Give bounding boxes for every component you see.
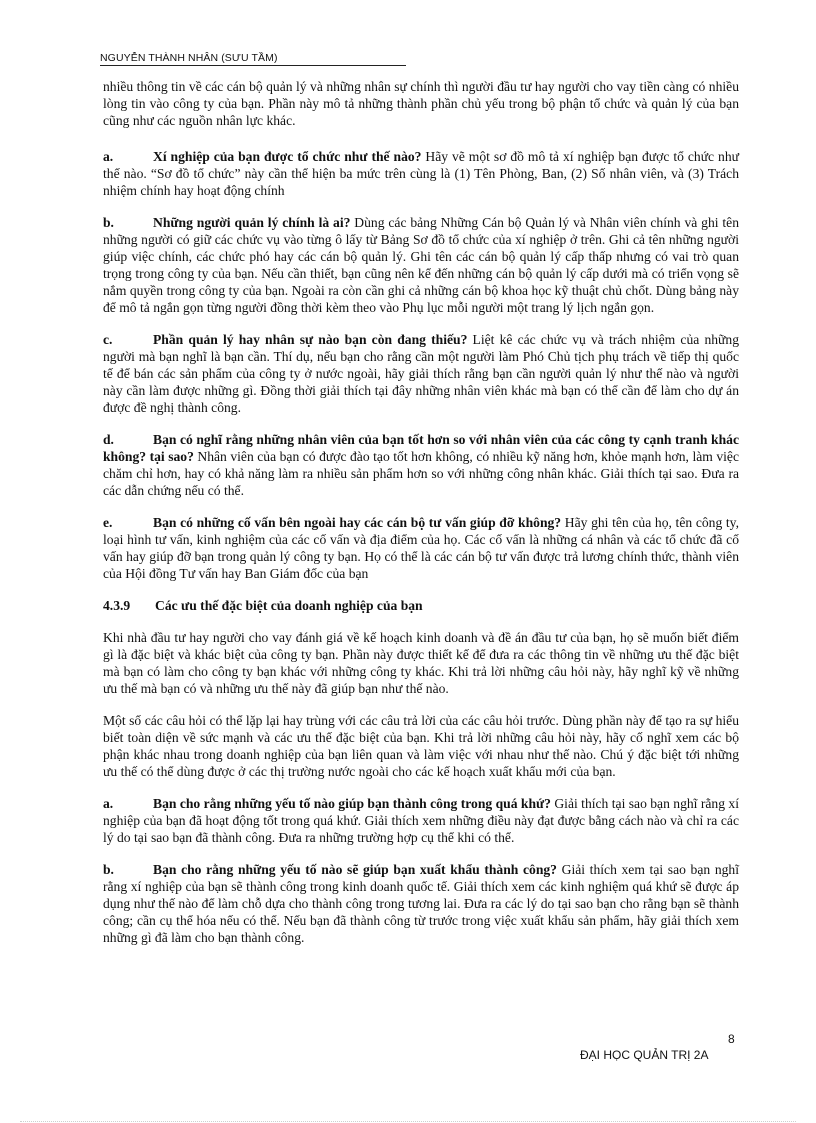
page-header: NGUYỄN THÀNH NHÂN (SƯU TẦM) [100, 52, 406, 66]
item-label: e. [103, 515, 113, 530]
item-question: Những người quản lý chính là ai? [153, 215, 351, 230]
item-text: Nhân viên của bạn có được đào tạo tốt hơn không, có nhiều kỹ năng hơn, khỏe mạnh hơn, làm việc chăm chỉ hơn, hay có khả năng làm ra nhiều sản phẩm hơn so với những công nhân khác. Giải thích tại sao. Đưa ra các dẫn chứng nếu có thể. [103, 449, 739, 498]
body-paragraph: Khi nhà đầu tư hay người cho vay đánh giá về kế hoạch kinh doanh và đề án đầu tư của bạn, họ sẽ muốn biết điểm gì là đặc biệt và khác biệt của công ty bạn. Phần này được thiết kế để đưa ra các thông tin về những ưu thế đặc biệt mà bạn có làm cho công ty bạn khác với những công ty khác. Khi trả lời những câu hỏi này, hãy nghĩ kỹ về những ưu thế mà bạn có và những ưu thế này đã giúp bạn như thế nào. [103, 630, 739, 696]
item-question: Xí nghiệp của bạn được tổ chức như thế nào? [153, 149, 422, 164]
item-question: Bạn cho rằng những yếu tố nào sẽ giúp bạn xuất khẩu thành công? [153, 862, 557, 877]
list-item [103, 431, 739, 499]
item-question: Bạn có những cố vấn bên ngoài hay các cán bộ tư vấn giúp đỡ không? [153, 515, 562, 530]
item-question: Phần quản lý hay nhân sự nào bạn còn đang thiếu? [153, 332, 468, 347]
item-question: Bạn có nghĩ rằng những nhân viên của bạn tốt hơn so với nhân viên của các công ty cạnh tranh khác không? tại sao? [103, 432, 739, 464]
list-item [103, 514, 739, 582]
document-body [103, 78, 739, 961]
section-heading [103, 597, 739, 614]
item-question: Bạn cho rằng những yếu tố nào giúp bạn thành công trong quá khứ? [153, 796, 551, 811]
item-label: b. [103, 215, 114, 230]
item-text: Giải thích xem tại sao bạn nghĩ rằng xí nghiệp của bạn sẽ thành công trong kinh doanh quốc tế. Giải thích xem các kinh nghiệm quá khứ sẽ được áp dụng như thế nào để làm chỗ dựa cho thành công trong tương lai. Đưa ra các lý do tại sao bạn cho rằng bạn sẽ thành công; cần cụ thể hóa nếu có thể. Nếu bạn đã thành công từ trước trong việc xuất khẩu sản phẩm, hãy giải thích xem những gì đã làm cho bạn thành công. [103, 862, 739, 945]
item-text: Liệt kê các chức vụ và trách nhiệm của những người mà bạn nghĩ là bạn cần. Thí dụ, nếu bạn cho rằng cần một người làm Phó Chủ tịch phụ trách về tiếp thị quốc tế để bán các sản phẩm của công ty ở nước ngoài, hãy giải thích rằng bạn cần người quản lý như thế nào và người này cần làm được những gì. Đồng thời giải thích tại đây những nhân viên khác mà bạn có thể cần để làm cho dự án được đề nghị thành công. [103, 332, 739, 415]
item-text: Dùng các bảng Những Cán bộ Quản lý và Nhân viên chính và ghi tên những người có giữ các chức vụ vào từng ô lấy từ Bảng Sơ đồ tổ chức của xí nghiệp ở trên. Ghi cả tên những người giúp việc chính, các chức phó hay các cán bộ quản lý. Ghi tên các cán bộ quản lý cấp thấp nhưng có vai trò quan trọng trong công ty của bạn. Nếu cần thiết, bạn cũng nên kể đến những cán bộ quản lý cấp dưới mà có triển vọng sẽ nắm quyền trong công ty của bạn. Ngoài ra còn cần ghi cả những cán bộ khoa học kỹ thuật chủ chốt. Dùng bảng này để mô tả ngắn gọn từng người đồng thời kèm theo vào Phụ lục mỗi người một trang lý lịch ngắn gọn. [103, 215, 739, 315]
list-item [103, 148, 739, 199]
body-paragraph: Một số các câu hỏi có thể lặp lại hay trùng với các câu trả lời của các câu hỏi trước. Dùng phần này để tạo ra sự hiểu biết toàn diện về sức mạnh và các ưu thế đặc biệt của bạn. Khi trả lời những câu hỏi này, hãy cố nghĩ xem các bộ phận khác nhau trong doanh nghiệp của bạn liên quan và làm việc với nhau như thế nào. Chú ý đặc biệt tới những ưu thế có thể dùng được ở các thị trường nước ngoài cho các kế hoạch xuất khẩu mới của bạn. [103, 713, 739, 779]
item-text: Hãy vẽ một sơ đồ mô tả xí nghiệp bạn được tổ chức như thế nào. “Sơ đồ tổ chức” này cần thể hiện ba mức trên cùng là (1) Tên Phòng, Ban, (2) Số nhân viên, và (3) Trách nhiệm chính hay hoạt động chính [103, 149, 740, 198]
item-label: c. [103, 332, 113, 347]
list-item [103, 331, 739, 416]
list-item [103, 861, 739, 946]
list-item [103, 795, 739, 846]
item-text: Giải thích tại sao bạn nghĩ rằng xí nghiệp của bạn đã hoạt động tốt trong quá khứ. Giải thích xem những điều này đạt được bằng cách nào và chỉ ra các lý do tại sao bạn đã thành công. Đưa ra những trường hợp cụ thể khi có thể. [103, 796, 739, 845]
intro-paragraph: nhiều thông tin về các cán bộ quản lý và những nhân sự chính thì người đầu tư hay người cho vay tiền càng có nhiều lòng tin vào công ty của bạn. Phần này mô tả những thành phần chủ yếu trong bộ phận tổ chức và quản lý của bạn cũng như các nguồn nhân lực khác. [103, 79, 739, 128]
item-label: d. [103, 432, 114, 447]
item-text: Hãy ghi tên của họ, tên công ty, loại hình tư vấn, kinh nghiệm của các cố vấn và địa điểm của họ. Các cố vấn là những cá nhân và các tổ chức đã cố vấn hay giúp đỡ bạn trong quản lý công ty bạn. Họ có thể là các cán bộ tư vấn được trả lương chính thức, thành viên của Hội đồng Tư vấn hay Ban Giám đốc của bạn [103, 515, 739, 581]
page-bottom-divider [20, 1121, 796, 1122]
list-item [103, 214, 739, 316]
item-label: b. [103, 862, 114, 877]
page-number: 8 [728, 1032, 735, 1046]
section-title: Các ưu thế đặc biệt của doanh nghiệp của bạn [155, 598, 423, 613]
page-footer: ĐẠI HỌC QUẢN TRỊ 2A [580, 1048, 709, 1062]
item-label: a. [103, 796, 114, 811]
section-number: 4.3.9 [103, 598, 131, 613]
item-label: a. [103, 149, 114, 164]
